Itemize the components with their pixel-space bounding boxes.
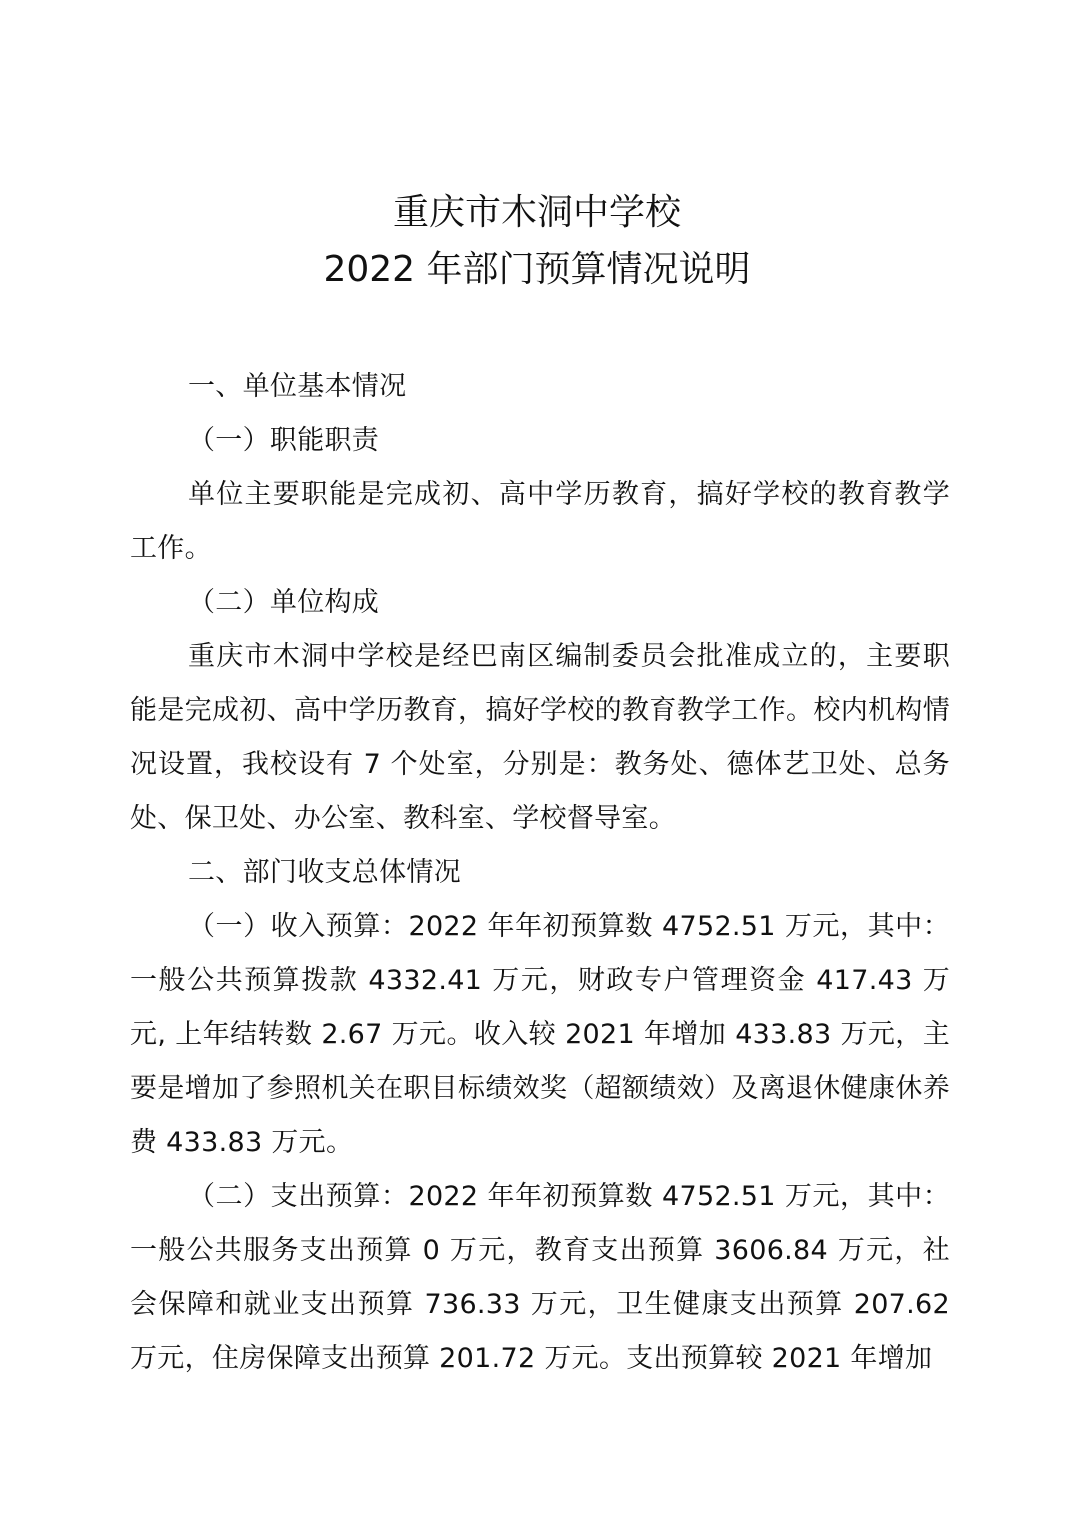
section-heading-budget-overview: 二、部门收支总体情况 (188, 857, 461, 888)
paragraph-functions: 单位主要职能是完成初、高中学历教育，搞好学校的教育教学工作。 (130, 479, 950, 564)
document-body (130, 360, 950, 1386)
paragraph-structure: 重庆市木洞中学校是经巴南区编制委员会批准成立的，主要职能是完成初、高中学历教育，搞好学校的教育教学工作。校内机构情况设置，我校设有 7 个处室，分别是：教务处、德体艺卫处、总务处、保卫处、办公室、教科室、学校督导室。 (130, 641, 950, 834)
document-title-line2: 2022 年部门预算情况说明 (323, 249, 751, 290)
document-title-line1: 重庆市木洞中学校 (392, 192, 681, 233)
paragraph-income-budget: （一）收入预算：2022 年年初预算数 4752.51 万元，其中：一般公共预算拨款 4332.41 万元，财政专户管理资金 417.43 万元, 上年结转数 2.67 万元。收入较 2021 年增加 433.83 万元，主要是增加了参照机关在职目标绩效奖（超额绩效）及离退休健康休养费 433.83 万元。 (130, 911, 950, 1158)
section-heading-basic-info: 一、单位基本情况 (188, 371, 407, 402)
subsection-heading-structure: （二）单位构成 (188, 587, 380, 618)
paragraph-expenditure-budget: （二）支出预算：2022 年年初预算数 4752.51 万元，其中：一般公共服务支出预算 0 万元，教育支出预算 3606.84 万元，社会保障和就业支出预算 736.33 万元，卫生健康支出预算 207.62 万元，住房保障支出预算 201.72 万元。支出预算较 2021 年增加 (130, 1181, 950, 1374)
subsection-heading-functions: （一）职能职责 (188, 425, 380, 456)
